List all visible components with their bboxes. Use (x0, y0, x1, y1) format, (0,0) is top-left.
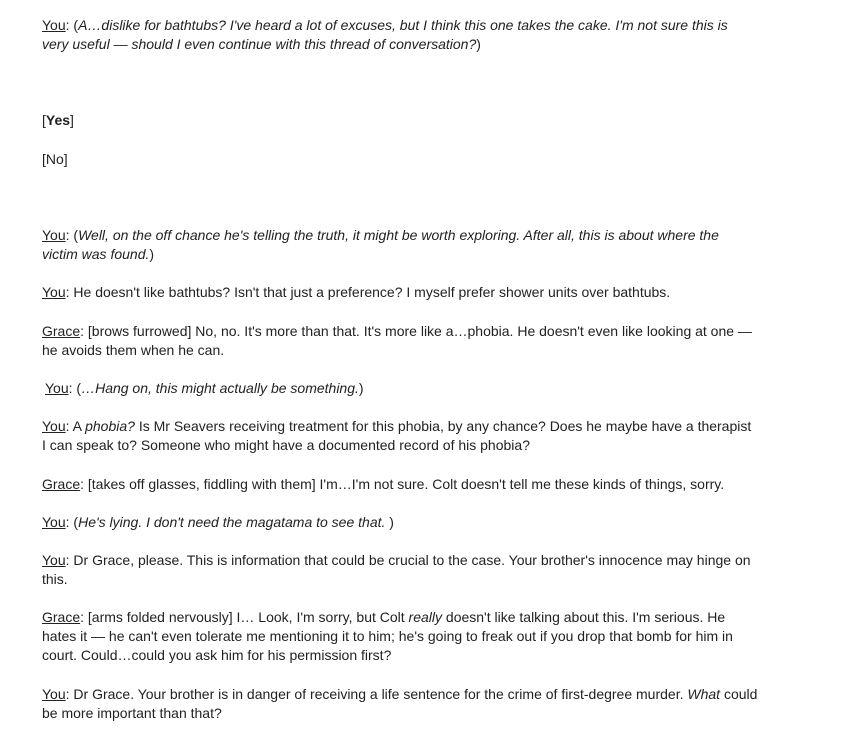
dialogue-line-9: You: Dr Grace, please. This is information that could be crucial to the case. Your brother's innocence may hinge on this. (42, 552, 751, 587)
speaker-name: You (42, 284, 66, 300)
dialogue-line-5: You: (…Hang on, this might actually be something.) (45, 380, 364, 396)
dialogue-line-11: You: Dr Grace. Your brother is in danger of receiving a life sentence for the crime of first-degree murder. What could be more important than that? (42, 686, 758, 721)
speaker-name: You (45, 380, 69, 396)
speaker-name: You (42, 227, 66, 243)
dialogue-line-6: You: A phobia? Is Mr Seavers receiving treatment for this phobia, by any chance? Does he maybe have a therapist I can speak to? Someone who might have a documented record of his phobia? (42, 418, 752, 453)
dialogue-line-10: Grace: [arms folded nervously] I… Look, I'm sorry, but Colt really doesn't like talking about this. I'm serious. He hates it — he can't even tolerate me mentioning it to him; he's going to freak out if you drop that bomb for him in court. Could…could you ask him for his permission first? (42, 609, 733, 663)
speaker-name: You (42, 552, 66, 568)
speaker-name: You (42, 17, 66, 33)
dialogue-line-2: You: (Well, on the off chance he's telling the truth, it might be worth exploring. After all, this is about where the victim was found.) (42, 227, 719, 262)
dialogue-line-3: You: He doesn't like bathtubs? Isn't that just a preference? I myself prefer shower units over bathtubs. (42, 284, 671, 300)
choice-yes-label[interactable]: Yes (45, 112, 71, 128)
dialogue-line-1: You: (A…dislike for bathtubs? I've heard a lot of excuses, but I think this one takes the cake. I'm not sure this is very useful — should I even continue with this thread of conversation?) (42, 17, 728, 52)
dialogue-line-7: Grace: [takes off glasses, fiddling with them] I'm…I'm not sure. Colt doesn't tell me these kinds of things, sorry. (42, 476, 725, 492)
speaker-name: Grace (42, 323, 81, 339)
speaker-name: Grace (42, 476, 81, 492)
dialogue-line-8: You: (He's lying. I don't need the magatama to see that. ) (42, 514, 394, 530)
dialogue-line-4: Grace: [brows furrowed] No, no. It's more than that. It's more like a…phobia. He doesn't even like looking at one — he avoids them when he can. (42, 323, 752, 358)
speaker-name: You (42, 686, 66, 702)
choice-yes[interactable]: [Yes] (42, 112, 74, 128)
speaker-name: Grace (42, 609, 81, 625)
choice-no[interactable]: [No] (42, 151, 68, 167)
speaker-name: You (42, 418, 66, 434)
choice-no-label[interactable]: No (45, 151, 64, 167)
speaker-name: You (42, 514, 66, 530)
